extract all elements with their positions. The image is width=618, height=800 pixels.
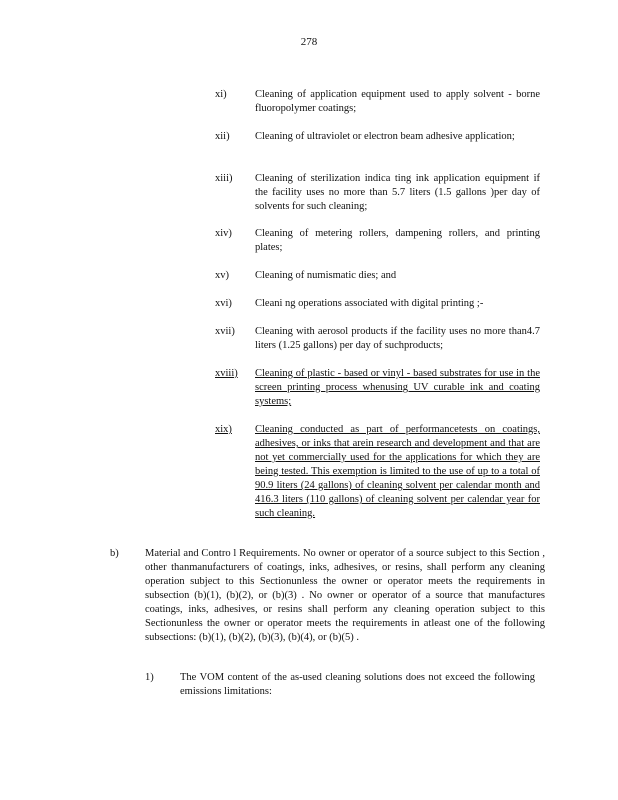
item-text: Cleaning of numismatic dies; and: [255, 270, 397, 281]
item-text: Cleaning of plastic - based or vinyl - based substrates for use in the screen printing process whenusing UV curable ink and coating systems;: [255, 368, 540, 407]
page-number: 278: [300, 36, 318, 48]
item-text: Cleaning of sterilization indica ting ink application equipment if the facility uses no more than 5.7 liters (1.5 gallons )per day of solvents for such cleaning;: [255, 173, 540, 212]
item-text: Cleaning conducted as part of performancetests on coatings, adhesives, or inks that arein research and development and that are not yet commercially used for the applications for which they are being tested. This exemption is limited to the use of up to a total of 90.9 liters (24 gallons) of cleaning solvent per calendar month and 416.3 liters (110 gallons) of cleaning solvent per calendar year for such cleaning.: [255, 424, 540, 519]
section-number: b): [110, 548, 119, 559]
item-text: Cleaning with aerosol products if the facility uses no more than4.7 liters (1.25 gallons) per day of suchproducts;: [255, 326, 540, 351]
item-number: xi): [215, 89, 227, 100]
item-number: xiii): [215, 173, 233, 184]
item-number: xix): [215, 424, 232, 435]
item-number: xv): [215, 270, 229, 281]
item-text: Cleaning of metering rollers, dampening rollers, and printing plates;: [255, 228, 540, 253]
item-text: Cleani ng operations associated with digital printing ;-: [255, 298, 484, 309]
subsection-text: The VOM content of the as-used cleaning solutions does not exceed the following emissions limitations:: [180, 672, 535, 697]
subsection-number: 1): [145, 672, 154, 683]
item-text: Cleaning of ultraviolet or electron beam adhesive application;: [255, 131, 515, 142]
item-number: xviii): [215, 368, 238, 379]
item-number: xii): [215, 131, 230, 142]
item-number: xvii): [215, 326, 235, 337]
section-text: Material and Contro l Requirements. No owner or operator of a source subject to this Section , other thanmanufacturers of coatings, inks, adhesives, or resins, shall perform any cleaning operation subject to this Sectionunless the owner or operator meets the requirements in subsection (b)(1), (b)(2), or (b)(3) . No owner or operator of a source that manufactures coatings, inks, adhesives, or resins shall perform any cleaning operation subject to this Sectionunless the owner or operator meets the requirements in atleast one of the following subsections: (b)(1), (b)(2), (b)(3), (b)(4), or (b)(5) .: [145, 548, 545, 643]
item-text: Cleaning of application equipment used to apply solvent - borne fluoropolymer coatings;: [255, 89, 540, 114]
item-number: xvi): [215, 298, 232, 309]
item-number: xiv): [215, 228, 232, 239]
